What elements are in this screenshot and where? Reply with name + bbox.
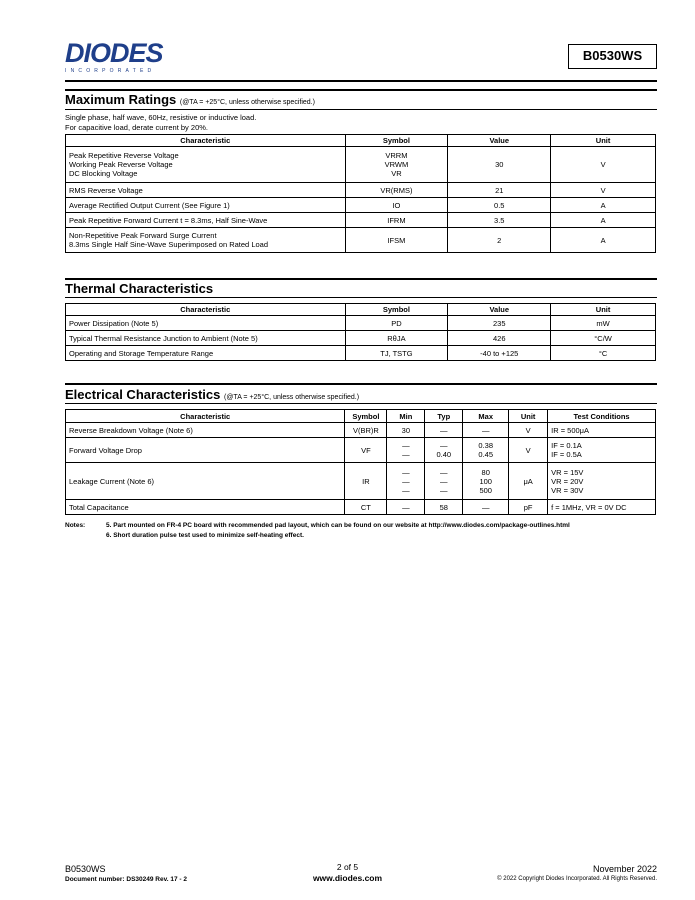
cell-unit: μA bbox=[509, 463, 548, 500]
cell-max: 0.38 0.45 bbox=[463, 438, 509, 463]
note-5: 5. Part mounted on FR-4 PC board with recommended pad layout, which can be found on our website at http://www.diodes.com/package-outlines.html bbox=[106, 522, 570, 529]
electrical-title-text: Electrical Characteristics bbox=[65, 387, 221, 402]
cell-characteristic: Power Dissipation (Note 5) bbox=[66, 316, 346, 331]
cell-value: -40 to +125 bbox=[448, 346, 551, 361]
header-rule bbox=[65, 80, 657, 82]
cell-typ: — bbox=[425, 423, 463, 438]
logo-text: DIODES bbox=[65, 38, 163, 68]
cell-characteristic: Forward Voltage Drop bbox=[66, 438, 345, 463]
cell-value: 3.5 bbox=[448, 213, 551, 228]
cell-characteristic: Typical Thermal Resistance Junction to Ambient (Note 5) bbox=[66, 331, 346, 346]
thermal-sub-rule bbox=[65, 297, 657, 298]
cell-test-condition: VR = 15V VR = 20V VR = 30V bbox=[548, 463, 656, 500]
max-ratings-title-text: Maximum Ratings bbox=[65, 92, 177, 107]
electrical-table bbox=[65, 409, 656, 515]
cell-max: — bbox=[463, 423, 509, 438]
cell-min: — — bbox=[387, 438, 425, 463]
cell-unit: A bbox=[551, 198, 656, 213]
col-value: Value bbox=[448, 135, 551, 147]
cell-test-condition: IR = 500μA bbox=[548, 423, 656, 438]
cell-value: 2 bbox=[448, 228, 551, 253]
cell-characteristic: Total Capacitance bbox=[66, 500, 345, 515]
table-row bbox=[66, 346, 656, 361]
footer-page: 2 of 5 bbox=[336, 862, 359, 872]
table-row bbox=[66, 438, 656, 463]
cell-unit: °C/W bbox=[551, 331, 656, 346]
max-ratings-sub-rule bbox=[65, 109, 657, 110]
table-header-row bbox=[66, 410, 656, 423]
cell-unit: mW bbox=[551, 316, 656, 331]
footer-part: B0530WS bbox=[65, 864, 106, 874]
max-ratings-note2: For capacitive load, derate current by 20%. bbox=[65, 123, 208, 132]
cell-unit: V bbox=[551, 183, 656, 198]
table-row bbox=[66, 331, 656, 346]
cell-symbol: TJ, TSTG bbox=[345, 346, 448, 361]
cell-min: 30 bbox=[387, 423, 425, 438]
note-6: 6. Short duration pulse test used to minimize self-heating effect. bbox=[106, 532, 304, 539]
notes-label: Notes: bbox=[65, 522, 86, 529]
table-row bbox=[66, 316, 656, 331]
table-row bbox=[66, 500, 656, 515]
footer-copyright: © 2022 Copyright Diodes Incorporated. All Rights Reserved. bbox=[497, 876, 657, 882]
table-header-row bbox=[66, 135, 656, 147]
cell-characteristic: RMS Reverse Voltage bbox=[66, 183, 346, 198]
col-value: Value bbox=[448, 304, 551, 316]
cell-value: 426 bbox=[448, 331, 551, 346]
table-row bbox=[66, 463, 656, 500]
cell-typ: — — — bbox=[425, 463, 463, 500]
col-unit: Unit bbox=[551, 135, 656, 147]
table-row bbox=[66, 423, 656, 438]
electrical-sub-rule bbox=[65, 403, 657, 404]
thermal-top-rule bbox=[65, 278, 657, 280]
cell-max: — bbox=[463, 500, 509, 515]
table-row bbox=[66, 228, 656, 253]
logo-subtext: INCORPORATED bbox=[65, 68, 156, 74]
cell-value: 0.5 bbox=[448, 198, 551, 213]
col-typ: Typ bbox=[425, 410, 463, 423]
max-ratings-note1: Single phase, half wave, 60Hz, resistive or inductive load. bbox=[65, 113, 257, 122]
cell-typ: 58 bbox=[425, 500, 463, 515]
cell-characteristic: Peak Repetitive Reverse Voltage Working Peak Reverse Voltage DC Blocking Voltage bbox=[66, 147, 346, 183]
cell-symbol: IFSM bbox=[345, 228, 448, 253]
col-max: Max bbox=[463, 410, 509, 423]
col-symbol: Symbol bbox=[345, 410, 387, 423]
diodes-logo bbox=[65, 40, 185, 72]
col-symbol: Symbol bbox=[345, 135, 448, 147]
cell-symbol: IFRM bbox=[345, 213, 448, 228]
col-unit: Unit bbox=[551, 304, 656, 316]
footer-date: November 2022 bbox=[592, 864, 657, 874]
electrical-condition: (@TA = +25°C, unless otherwise specified.) bbox=[224, 394, 360, 401]
max-ratings-top-rule bbox=[65, 89, 657, 91]
cell-symbol: VRRM VRWM VR bbox=[345, 147, 448, 183]
cell-value: 235 bbox=[448, 316, 551, 331]
col-min: Min bbox=[387, 410, 425, 423]
cell-min: — — — bbox=[387, 463, 425, 500]
cell-value: 21 bbox=[448, 183, 551, 198]
col-characteristic: Characteristic bbox=[66, 135, 346, 147]
cell-symbol: CT bbox=[345, 500, 387, 515]
cell-max: 80 100 500 bbox=[463, 463, 509, 500]
col-unit: Unit bbox=[509, 410, 548, 423]
col-characteristic: Characteristic bbox=[66, 410, 345, 423]
thermal-table bbox=[65, 303, 656, 361]
thermal-title: Thermal Characteristics bbox=[65, 281, 214, 296]
part-number-box: B0530WS bbox=[568, 44, 657, 69]
footer-doc-number: Document number: DS30249 Rev. 17 - 2 bbox=[65, 876, 187, 883]
max-ratings-condition: (@TA = +25°C, unless otherwise specified.) bbox=[179, 99, 315, 106]
cell-symbol: IR bbox=[345, 463, 387, 500]
max-ratings-title bbox=[65, 92, 315, 107]
col-symbol: Symbol bbox=[345, 304, 448, 316]
cell-symbol: VF bbox=[345, 438, 387, 463]
cell-symbol: VR(RMS) bbox=[345, 183, 448, 198]
cell-unit: A bbox=[551, 213, 656, 228]
cell-min: — bbox=[387, 500, 425, 515]
table-header-row bbox=[66, 304, 656, 316]
table-row bbox=[66, 183, 656, 198]
cell-characteristic: Reverse Breakdown Voltage (Note 6) bbox=[66, 423, 345, 438]
cell-characteristic: Operating and Storage Temperature Range bbox=[66, 346, 346, 361]
cell-typ: — 0.40 bbox=[425, 438, 463, 463]
cell-characteristic: Leakage Current (Note 6) bbox=[66, 463, 345, 500]
cell-unit: °C bbox=[551, 346, 656, 361]
cell-unit: V bbox=[509, 438, 548, 463]
electrical-top-rule bbox=[65, 383, 657, 385]
cell-unit: pF bbox=[509, 500, 548, 515]
col-characteristic: Characteristic bbox=[66, 304, 346, 316]
cell-symbol: RθJA bbox=[345, 331, 448, 346]
cell-test-condition: f = 1MHz, VR = 0V DC bbox=[548, 500, 656, 515]
cell-characteristic: Average Rectified Output Current (See Figure 1) bbox=[66, 198, 346, 213]
cell-value: 30 bbox=[448, 147, 551, 183]
cell-symbol: PD bbox=[345, 316, 448, 331]
cell-symbol: IO bbox=[345, 198, 448, 213]
cell-characteristic: Peak Repetitive Forward Current t = 8.3ms, Half Sine-Wave bbox=[66, 213, 346, 228]
cell-test-condition: IF = 0.1A IF = 0.5A bbox=[548, 438, 656, 463]
col-test-conditions: Test Conditions bbox=[548, 410, 656, 423]
max-ratings-table bbox=[65, 134, 656, 253]
table-row bbox=[66, 213, 656, 228]
cell-characteristic: Non-Repetitive Peak Forward Surge Current 8.3ms Single Half Sine-Wave Superimposed on Rated Load bbox=[66, 228, 346, 253]
electrical-title bbox=[65, 387, 359, 402]
footer-url[interactable]: www.diodes.com bbox=[312, 873, 383, 883]
table-row bbox=[66, 147, 656, 183]
cell-unit: V bbox=[551, 147, 656, 183]
cell-unit: A bbox=[551, 228, 656, 253]
cell-symbol: V(BR)R bbox=[345, 423, 387, 438]
cell-unit: V bbox=[509, 423, 548, 438]
table-row bbox=[66, 198, 656, 213]
